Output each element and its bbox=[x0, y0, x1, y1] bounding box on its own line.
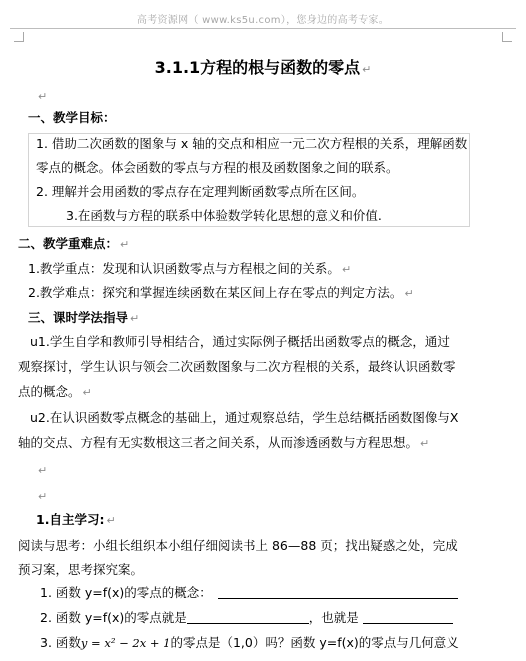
document-title bbox=[0, 55, 526, 78]
header-rule bbox=[10, 28, 516, 29]
question-3-suffix: 的零点是（1,0）吗？函数 y=f(x)的零点与几何意义 bbox=[170, 635, 459, 650]
question-1 bbox=[40, 586, 458, 600]
paragraph-mark: ↵ bbox=[420, 437, 430, 450]
paragraph-mark: ↵ bbox=[404, 287, 414, 300]
paragraph-mark: ↵ bbox=[130, 312, 140, 325]
method-heading bbox=[28, 312, 139, 325]
question-1-text: 1. 函数 y=f(x)的零点的概念： bbox=[40, 585, 212, 600]
method-para2-line: u2.在认识函数零点概念的基础上，通过观察总结，学生总结概括函数图像与X bbox=[30, 410, 459, 425]
margin-corner-mark-left bbox=[14, 32, 24, 42]
paragraph-mark: ↵ bbox=[38, 464, 48, 477]
self-study-intro-line: 阅读与思考：小组长组织本小组仔细阅读书上 86—88 页；找出疑惑之处，完成 bbox=[18, 538, 458, 553]
answer-blank[interactable] bbox=[363, 611, 453, 624]
paragraph-mark: ↵ bbox=[341, 263, 352, 276]
question-2 bbox=[40, 611, 453, 625]
method-heading-text: 三、课时学法指导 bbox=[28, 310, 129, 325]
question-3-prefix: 3. 函数 bbox=[40, 635, 81, 650]
question-3 bbox=[40, 637, 459, 650]
key-points-heading bbox=[18, 238, 129, 251]
objective-line: 1. 借助二次函数的图象与 x 轴的交点和相应一元二次方程根的关系，理解函数 bbox=[36, 136, 468, 151]
objectives-heading: 一、教学目标： bbox=[28, 110, 116, 125]
paragraph-mark: ↵ bbox=[82, 386, 92, 399]
answer-blank[interactable] bbox=[218, 586, 458, 599]
method-para2-text: 轴的交点、方程有无实数根这三者之间关系，从而渗透函数与方程思想。 bbox=[18, 435, 419, 450]
objective-line: 3.在函数与方程的联系中体验数学转化思想的意义和价值. bbox=[66, 208, 382, 223]
self-study-heading-text: 1.自主学习: bbox=[36, 512, 105, 527]
paragraph-mark: ↵ bbox=[362, 63, 372, 76]
empty-paragraph bbox=[36, 90, 47, 103]
empty-paragraph bbox=[36, 490, 47, 503]
method-para1-line: 观察探讨，学生认识与领会二次函数图象与二次方程根的关系，最终认识函数零 bbox=[18, 359, 456, 374]
answer-blank[interactable] bbox=[187, 611, 309, 624]
method-para1-line bbox=[18, 386, 92, 399]
key-point-text: 1.教学重点：发现和认识函数零点与方程根之间的关系。 bbox=[28, 261, 340, 276]
paragraph-mark: ↵ bbox=[38, 90, 48, 103]
key-point-text: 2.教学难点：探究和掌握连续函数在某区间上存在零点的判定方法。 bbox=[28, 285, 403, 300]
paragraph-mark: ↵ bbox=[106, 514, 116, 527]
quadratic-formula: y = x² − 2x + 1 bbox=[80, 636, 171, 650]
title-text: 3.1.1方程的根与函数的零点 bbox=[154, 58, 361, 77]
objective-line: 零点的概念。体会函数的零点与方程的根及函数图象之间的联系。 bbox=[36, 160, 399, 175]
paragraph-mark: ↵ bbox=[38, 490, 48, 503]
method-para1-line: u1.学生自学和教师引导相结合，通过实际例子概括出函数零点的概念，通过 bbox=[30, 334, 450, 349]
key-point-line bbox=[28, 263, 351, 276]
self-study-heading bbox=[36, 514, 116, 527]
page-header: 高考资源网（ www.ks5u.com），您身边的高考专家。 bbox=[136, 15, 390, 26]
paragraph-mark: ↵ bbox=[120, 238, 130, 251]
margin-corner-mark-right bbox=[502, 32, 512, 42]
objective-line: 2. 理解并会用函数的零点存在定理判断函数零点所在区间。 bbox=[36, 184, 365, 199]
method-para2-line bbox=[18, 437, 429, 450]
key-point-line bbox=[28, 287, 414, 300]
key-points-heading-text: 二、教学重难点： bbox=[18, 236, 119, 251]
empty-paragraph bbox=[36, 464, 47, 477]
question-2-mid: ，也就是 bbox=[308, 610, 359, 625]
self-study-intro-line: 预习案，思考探究案。 bbox=[18, 562, 144, 577]
question-2-prefix: 2. 函数 y=f(x)的零点就是 bbox=[40, 610, 187, 625]
method-para1-text: 点的概念。 bbox=[18, 384, 81, 399]
